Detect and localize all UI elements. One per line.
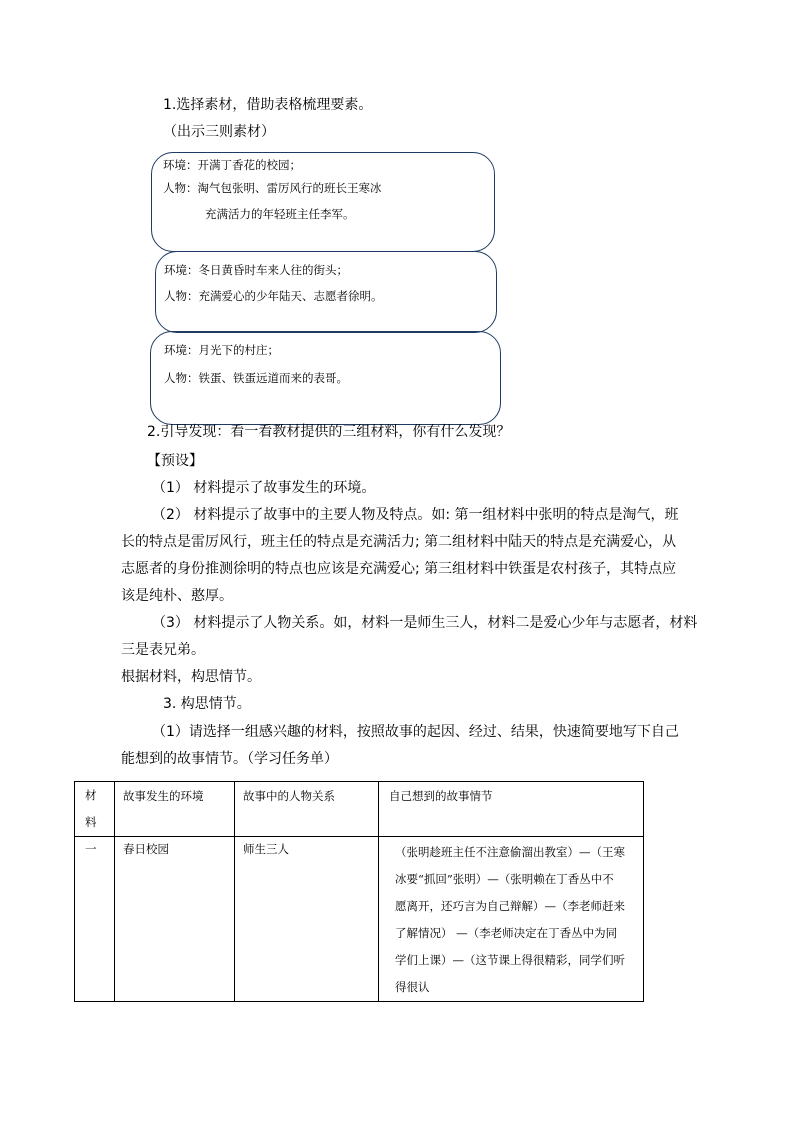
step3-title: 3. 构思情节。 xyxy=(163,696,251,712)
material-3-env xyxy=(164,343,279,357)
material-box-3 xyxy=(150,331,501,425)
preset-item-3-line-1: （3） 材料提示了人物关系。如，材料一是师生三人，材料二是爱心少年与志愿者，材料 xyxy=(152,615,698,631)
material-2-people xyxy=(164,289,383,303)
step2-title: 2.引导发现：看一看教材提供的三组材料，你有什么发现？ xyxy=(147,424,511,440)
material-box-1 xyxy=(151,152,495,252)
material-2-env xyxy=(164,263,348,277)
header-environment: 故事发生的环境 xyxy=(115,782,235,837)
env-label: 环境： xyxy=(163,158,198,172)
material-1-env xyxy=(163,158,301,172)
task-table xyxy=(74,781,644,1002)
material-1-people-cont: 充满活力的年轻班主任李军。 xyxy=(205,207,355,221)
preset-heading: 【预设】 xyxy=(147,453,203,469)
header-plot: 自己想到的故事情节 xyxy=(379,782,644,837)
header-material: 材料 xyxy=(75,782,115,837)
step3-sub1-line-1: （1）请选择一组感兴趣的材料，按照故事的起因、经过、结果，快速简要地写下自己 xyxy=(152,724,679,740)
env-text: 冬日黄昏时车来人往的街头； xyxy=(198,263,348,277)
env-label: 环境： xyxy=(164,263,199,277)
step1-title: 1.选择素材，借助表格梳理要素。 xyxy=(163,97,373,113)
table-row xyxy=(75,837,644,1002)
header-relation: 故事中的人物关系 xyxy=(235,782,379,837)
step1-note: （出示三则素材） xyxy=(163,124,275,140)
preset-item-1: （1） 材料提示了故事发生的环境。 xyxy=(152,480,376,496)
conclusion-text: 根据材料，构思情节。 xyxy=(121,669,261,685)
preset-item-2-line-3: 志愿者的身份推测徐明的特点也应该是充满爱心; 第三组材料中铁蛋是农村孩子，其特点应 xyxy=(121,561,677,577)
people-label: 人物： xyxy=(163,181,198,195)
people-label: 人物： xyxy=(164,371,199,385)
people-text: 淘气包张明、雷厉风行的班长王寒冰 xyxy=(197,181,382,195)
cell-plot: （张明趁班主任不注意偷溜出教室）—（王寒冰要“抓回”张明）—（张明赖在丁香丛中不愿离开，还巧言为自己辩解）—（李老师赶来了解情况） —（李老师决定在丁香丛中为同学们上课）—（这节课上得很精彩，同学们听得很认 xyxy=(379,837,644,1002)
env-text: 月光下的村庄； xyxy=(198,343,279,357)
env-text: 开满丁香花的校园； xyxy=(197,158,301,172)
cell-environment: 春日校园 xyxy=(115,837,235,1002)
material-3-people xyxy=(164,371,348,385)
env-label: 环境： xyxy=(164,343,199,357)
material-1-people xyxy=(163,181,382,195)
people-label: 人物： xyxy=(164,289,199,303)
cell-material: 一 xyxy=(75,837,115,1002)
preset-item-2-line-1: （2） 材料提示了故事中的主要人物及特点。如: 第一组材料中张明的特点是淘气，班 xyxy=(152,507,679,523)
preset-item-2-line-2: 长的特点是雷厉风行，班主任的特点是充满活力; 第二组材料中陆天的特点是充满爱心，从 xyxy=(121,534,677,550)
table-header-row xyxy=(75,782,644,837)
people-text: 充满爱心的少年陆天、志愿者徐明。 xyxy=(198,289,383,303)
people-text: 铁蛋、铁蛋远道而来的表哥。 xyxy=(198,371,348,385)
step3-sub1-line-2: 能想到的故事情节。（学习任务单） xyxy=(121,751,338,767)
cell-relation: 师生三人 xyxy=(235,837,379,1002)
material-box-2 xyxy=(155,251,497,333)
preset-item-3-line-2: 三是表兄弟。 xyxy=(121,642,205,658)
preset-item-2-line-4: 该是纯朴、憨厚。 xyxy=(121,588,233,604)
